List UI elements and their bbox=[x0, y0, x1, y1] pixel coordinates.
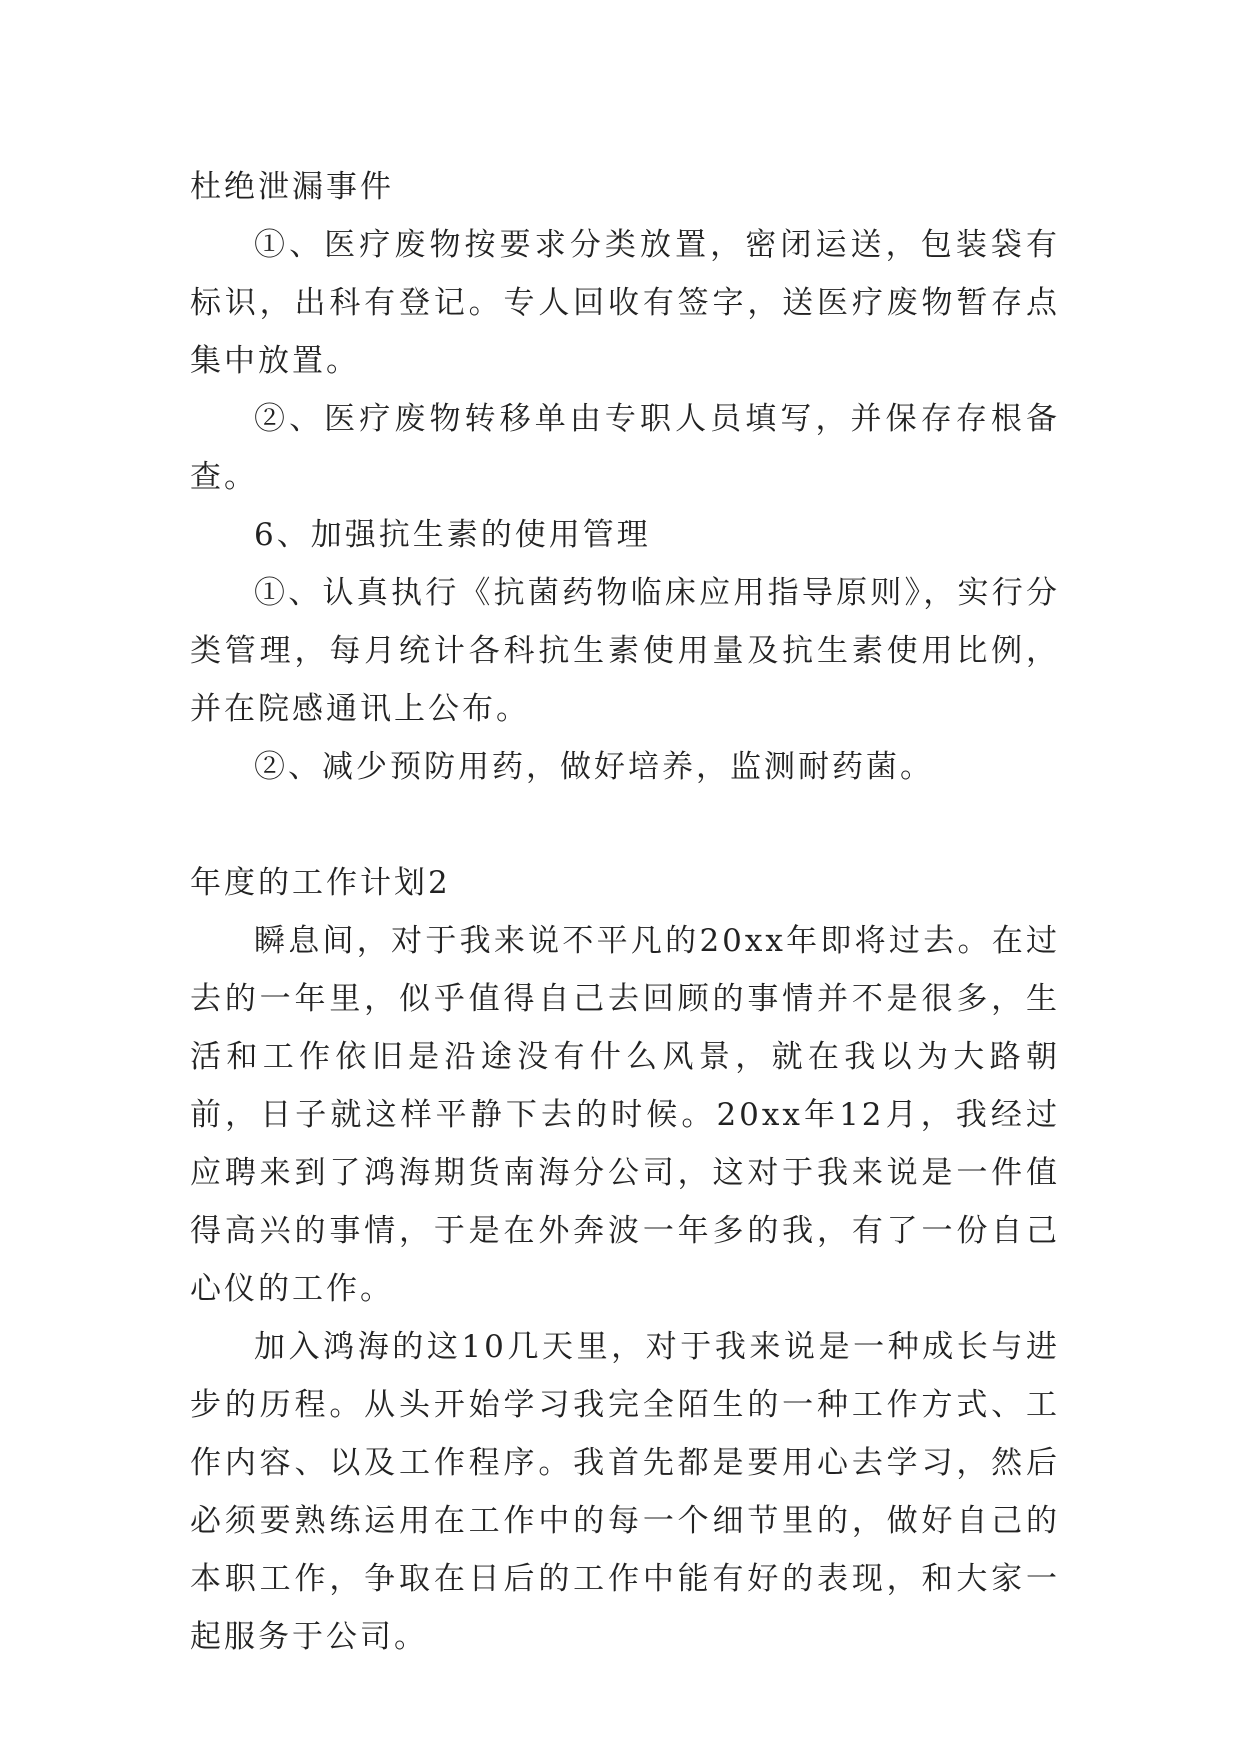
section-spacer bbox=[190, 796, 1060, 854]
section1-lead-line: 杜绝泄漏事件 bbox=[190, 169, 394, 205]
work-plan-paragraph-1: 瞬息间，对于我来说不平凡的20xx年即将过去。在过去的一年里，似乎值得自己去回顾的事情并不是很多，生活和工作依旧是沿途没有什么风景，就在我以为大路朝前，日子就这样平静下去的时候。20xx年12月，我经过应聘来到了鸿海期货南海分公司，这对于我来说是一件值得高兴的事情，于是在外奔波一年多的我，有了一份自己心仪的工作。 bbox=[190, 923, 1060, 1307]
antibiotics-paragraph-2: ②、减少预防用药，做好培养，监测耐药菌。 bbox=[254, 749, 934, 785]
document-body bbox=[190, 158, 1060, 1666]
antibiotics-item-title: 6、加强抗生素的使用管理 bbox=[254, 517, 651, 553]
medical-waste-paragraph-1: ①、医疗废物按要求分类放置，密闭运送，包装袋有标识，出科有登记。专人回收有签字，送医疗废物暂存点集中放置。 bbox=[190, 227, 1060, 379]
medical-waste-paragraph-2: ②、医疗废物转移单由专职人员填写，并保存存根备查。 bbox=[190, 401, 1060, 495]
work-plan-paragraph-2: 加入鸿海的这10几天里，对于我来说是一种成长与进步的历程。从头开始学习我完全陌生的一种工作方式、工作内容、以及工作程序。我首先都是要用心去学习，然后必须要熟练运用在工作中的每一个细节里的，做好自己的本职工作，争取在日后的工作中能有好的表现，和大家一起服务于公司。 bbox=[190, 1329, 1060, 1655]
section2-title: 年度的工作计划2 bbox=[190, 865, 451, 901]
antibiotics-paragraph-1: ①、认真执行《抗菌药物临床应用指导原则》，实行分类管理，每月统计各科抗生素使用量及抗生素使用比例，并在院感通讯上公布。 bbox=[190, 575, 1060, 727]
